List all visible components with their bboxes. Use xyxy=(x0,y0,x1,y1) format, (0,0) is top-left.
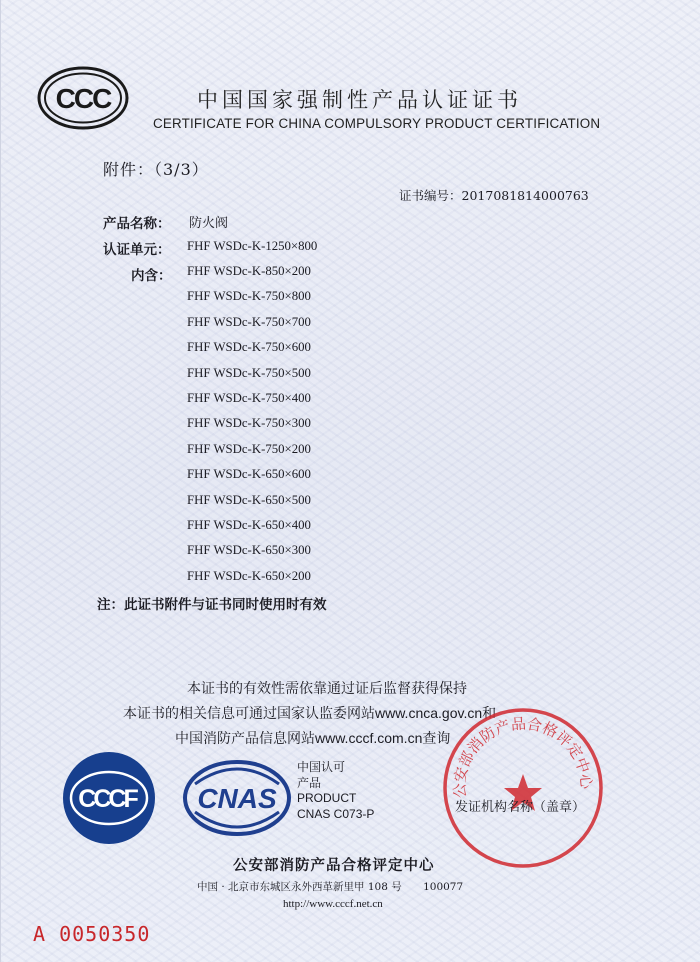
cccf-link[interactable]: www.cccf.com.cn xyxy=(315,730,423,746)
certificate-number-label: 证书编号： xyxy=(399,188,462,203)
footer-address-line xyxy=(197,879,463,894)
model-item: FHF WSDc-K-750×200 xyxy=(187,441,311,456)
validity-line-3-text: 中国消防产品信息网站 xyxy=(175,731,315,747)
model-item: FHF WSDc-K-750×800 xyxy=(187,289,311,304)
model-item: FHF WSDc-K-650×600 xyxy=(187,467,311,482)
model-item: FHF WSDc-K-750×400 xyxy=(187,391,311,405)
title-english: CERTIFICATE FOR CHINA COMPULSORY PRODUCT CERTIFICATION xyxy=(153,116,601,131)
cnas-logo-icon xyxy=(181,758,293,838)
model-item: FHF WSDc-K-650×500 xyxy=(187,492,311,507)
model-item: FHF WSDc-K-750×600 xyxy=(187,340,311,355)
cert-unit-value: FHF WSDc-K-1250×800 xyxy=(187,239,318,253)
serial-number: A 0050350 xyxy=(33,922,151,946)
model-item: FHF WSDc-K-650×400 xyxy=(187,518,311,532)
product-name-label: 产品名称： xyxy=(103,216,171,232)
note-text: 注：此证书附件与证书同时使用时有效 xyxy=(97,597,327,613)
model-item: FHF WSDc-K-650×200 xyxy=(187,568,311,583)
issuer-label: 发证机构名称（盖章） xyxy=(455,800,586,815)
product-name-value: 防火阀 xyxy=(189,216,229,231)
cnas-line-2: 产品 xyxy=(297,775,322,790)
cnas-line-4: CNAS C073-P xyxy=(297,806,375,821)
cnas-accreditation-text xyxy=(297,760,374,822)
contains-label: 内含： xyxy=(131,268,172,284)
official-seal-icon xyxy=(441,706,605,870)
validity-line-2-text: 本证书的相关信息可通过国家认监委网站 xyxy=(123,706,375,722)
ccc-logo-icon xyxy=(37,66,129,130)
validity-line-3-end: 查询 xyxy=(422,731,451,747)
footer-postcode: 100077 xyxy=(423,881,464,893)
validity-line-1: 本证书的有效性需依靠通过证后监督获得保持 xyxy=(187,681,467,697)
cnas-line-3: PRODUCT xyxy=(297,791,357,805)
cccf-logo-icon xyxy=(61,750,157,846)
certificate-number-value: 2017081814000763 xyxy=(461,188,589,203)
footer-address: 中国 · 北京市东城区永外西革新里甲 108 号 xyxy=(197,881,402,893)
title-chinese: 中国国家强制性产品认证证书 xyxy=(197,88,522,112)
footer-organization: 公安部消防产品合格评定中心 xyxy=(233,858,435,874)
model-item: FHF WSDc-K-850×200 xyxy=(187,264,311,278)
seal-text: 公安部消防产品合格评定中心 xyxy=(450,714,596,799)
cnas-line-1: 中国认可 xyxy=(297,760,346,774)
model-item: FHF WSDc-K-650×300 xyxy=(187,543,311,558)
annex-label: 附件：（3/3） xyxy=(103,160,209,179)
model-item: FHF WSDc-K-750×500 xyxy=(187,365,311,380)
footer-website[interactable]: http://www.cccf.net.cn xyxy=(283,898,383,910)
cnca-link[interactable]: www.cnca.gov.cn xyxy=(375,705,483,721)
validity-line-2-end: 和 xyxy=(482,706,497,722)
model-item: FHF WSDc-K-750×300 xyxy=(187,416,311,431)
cccf-logo-text: CCCF xyxy=(78,785,136,813)
ccc-logo-text: CCC xyxy=(55,83,111,114)
cert-unit-label: 认证单元： xyxy=(103,242,171,258)
cnas-logo-text: CNAS xyxy=(197,783,277,814)
certificate-number xyxy=(399,186,589,204)
model-item: FHF WSDc-K-750×700 xyxy=(187,314,311,329)
validity-line-3 xyxy=(175,728,450,748)
